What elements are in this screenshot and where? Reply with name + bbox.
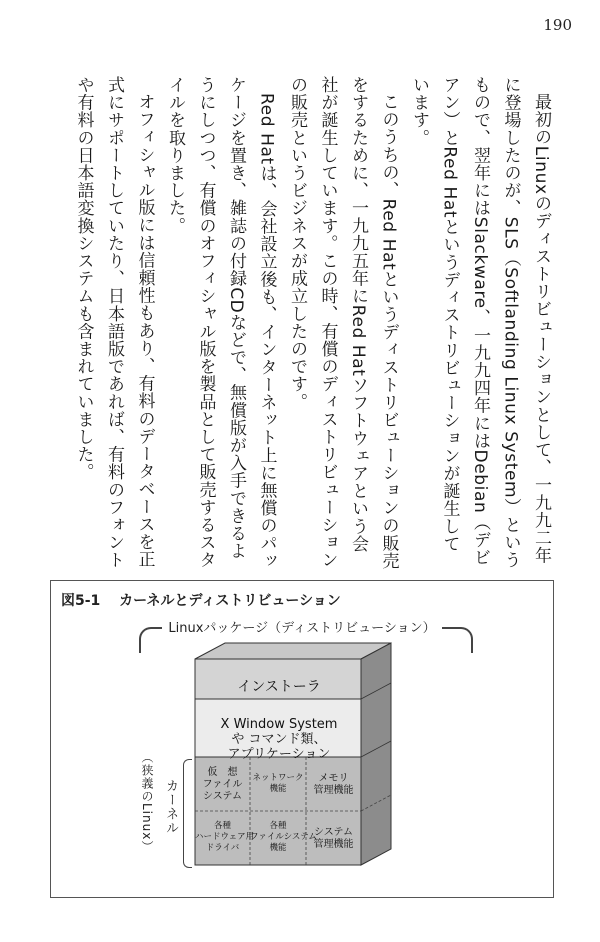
paragraph-2: このうちの、Red Hatというディストリビューションの販売をするために、一九九五年にRed Hatソフトウェアという会社が誕生しています。この時、有償のディストリビューションの販売というビジネスが成立したのです。 xyxy=(287,76,399,570)
xwindow-line-3: アプリケーション xyxy=(227,747,331,762)
xwindow-line-2: や コマンド類、 xyxy=(231,732,327,747)
installer-label: インストーラ xyxy=(237,679,321,695)
kernel-cell-memory: メモリ 管理機能 xyxy=(313,773,354,796)
kernel-label: カーネル xyxy=(163,779,178,835)
paragraph-3: Red Hatは、会社設立後も、インターネット上に無償のパッケージを置き、雑誌の付録CDなどで、無償版が入手できるようにしつつ、有償のオフィシャル版を製品として販売するスタイルを取りました。 xyxy=(165,76,277,570)
paragraph-1: 最初のLinuxのディストリビューションとして、一九九二年に登場したのが、SLS（Softlanding Linux System）というもので、翌年にはSlackware、一九九四年にはDebian（デビアン）とRed Hatというディストリビューションが誕生しています。 xyxy=(409,76,551,569)
kernel-cell-hw-drivers: 各種 ハードウェア用 ドライバ xyxy=(195,821,255,853)
kernel-sub-label: （狭義のLinux） xyxy=(140,751,154,854)
kernel-cell-network: ネットワーク 機能 xyxy=(252,773,304,794)
kernel-cell-system-mgmt: システム 管理機能 xyxy=(313,827,354,850)
figure-title: カーネルとディストリビューション xyxy=(119,593,341,609)
body-text xyxy=(44,76,556,570)
figure-box xyxy=(50,580,554,898)
page-number: 190 xyxy=(543,16,572,34)
cube-top-face xyxy=(195,643,391,659)
kernel-cell-virtual-fs: 仮 想 ファイル システム xyxy=(202,767,243,802)
figure-number: 図5-1 xyxy=(61,593,101,609)
kernel-cell-filesystems: 各種 ファイルシステム 機能 xyxy=(250,821,317,853)
xwindow-label xyxy=(191,717,367,762)
kernel-bracket xyxy=(183,759,192,868)
xwindow-line-1: X Window System xyxy=(220,717,338,732)
package-label: Linuxパッケージ（ディストリビューション） xyxy=(51,617,553,636)
paragraph-4: オフィシャル版には信頼性もあり、有料のデータベースを正式にサポートしていたり、日本語版であれば、有料のフォントや有料の日本語変換システムも含まれていました。 xyxy=(73,76,155,569)
